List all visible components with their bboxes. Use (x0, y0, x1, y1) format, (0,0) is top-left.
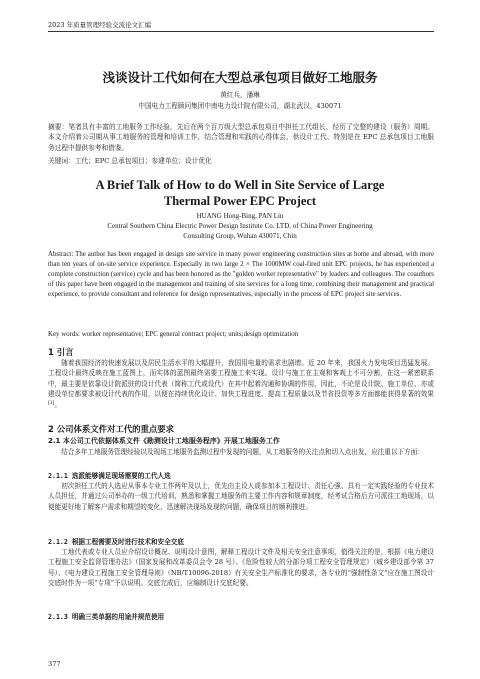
section-2-1-heading: 2.1 本公司工代依据体系文件《勘测设计工地服务程序》开展工地服务工作 (48, 437, 280, 445)
affiliation-english-line2: Consulting Group, Wuhan 430071, Chin (183, 232, 297, 240)
section-2-1-2-heading: 2.1.2 根据工程需要及时进行技术和安全交底 (48, 538, 184, 546)
affiliation-chinese: 中国电力工程顾问集团中南电力设计院有限公司，湖北武汉，430071 (138, 102, 342, 110)
keywords-english-text: worker representative; EPC general contract project; units;design optimization (81, 331, 299, 338)
keywords-english-label: Key words: (48, 331, 80, 338)
section-2-1-1-body: 初次担任工代的人选应从事本专业工作两年及以上，优先由主设人或参加本工程设计、责任心强、具有一定实践经验的专业技术人员担任，并通过公司举办的一级工代培训，熟悉和掌握工地服务的主要工作内容和规章制度，经考试合格后方可派往工地现场，以便能更好地了解客户需求和期望的变化，迅速解决现场发现的问题，确保项目的顺利推进。 (48, 482, 434, 511)
header-rule (48, 31, 434, 32)
section-1-tail: 。 (54, 401, 61, 410)
keywords-chinese-label: 关键词： (48, 157, 75, 165)
authors-chinese: 黄红兵，潘琳 (220, 91, 260, 99)
title-english (0, 177, 480, 209)
section-1-heading: 1 引言 (48, 347, 74, 357)
section-2-1-3-heading: 2.1.3 明确三类单据的用途并规范使用 (48, 613, 165, 621)
section-2-heading: 2 公司体系文件对工代的重点要求 (48, 424, 174, 434)
title-chinese: 浅谈设计工代如何在大型总承包项目做好工地服务 (102, 70, 378, 85)
keywords-chinese (48, 156, 434, 166)
section-2-1-1-heading: 2.1.1 选派能够满足现场需要的工代人选 (48, 472, 171, 480)
abstract-english (48, 250, 434, 300)
keywords-english (48, 330, 434, 340)
abstract-english-label: Abstract: (48, 251, 74, 258)
keywords-chinese-text: 工代；EPC 总承包项目；参建单位；设计优化 (74, 157, 212, 165)
abstract-english-text: The author has been engaged in design site service in many power engineering construction sites at home and abroad, with more than ten years of on-site service experience. Especially in two large 2 × The 1000MW coal-fired unit EPC projects, he has experienced a complete construction (service) cycle and has been honored as the "golden worker representative" by leaders and colleagues. The coauthors of this paper have been engaged in the management and training of site services for a long time, combining their management and practical experience, to provide consultant and reference for design representatives, especially in the process of EPC project site services. (48, 251, 434, 299)
section-2-1-body: 结合多年工地服务管理经验以及现场工地服务监测过程中发现的问题，从工地服务的关注点和切入点出发，应注重以下方面： (61, 448, 424, 456)
citation-ref: [1] (48, 401, 55, 407)
affiliation-english-line1: Central Southern China Electric Power Design Institute Co. LTD. of China Power Engineering (107, 222, 373, 230)
running-head: 2023 年质量管理经验交流论文汇编 (48, 21, 152, 29)
abstract-chinese (48, 122, 434, 153)
authors-english: HUANG Hong-Bing, PAN Lin (196, 212, 284, 220)
page-number: 377 (48, 660, 61, 668)
title-english-line1: A Brief Talk of How to do Well in Site Service of Large (95, 178, 385, 192)
abstract-chinese-text: 笔者具有丰富的工地服务工作经验，先后在两个百万级大型总承包项目中担任工代组长，经历了完整的建设（服务）周期。本文介绍着公司期从事工地服务的管理和培训工作，结合管理和实践的心得体会，供设计工代、特别是在 EPC 总承包项目工地服务过程中提供参考和借鉴。 (48, 123, 435, 152)
title-english-line2: Thermal Power EPC Project (164, 194, 316, 208)
section-1-body (48, 358, 434, 411)
abstract-chinese-label: 摘要： (48, 123, 69, 131)
section-2-1-2-body: 工地代表或专业人员应介绍设计概况、说明设计意图，解释工程设计文件及相关安全注意事项，值得关注的是，根据《电力建设工程施工安全监督管理办法》（国家发展和改革委员会令 28 号）、《危险性较大的分部分项工程安全管理规定》（城乡建设部令第 37 号）、《电力建设工程施工安全管理导则》（NB/T10096-2018）有关安全生产标准化的要求，各专业的“强制性条文”应在施工图设计交底时作为一项“专项”予以说明。交底完成后，应编制设计交底纪要。 (48, 548, 434, 587)
section-1-text: 随着我国经济的快速发展以及居民生活水平的大幅提升，我国用电量的需求也剧增。近 20 年来，我国火力发电项目迅猛发展。工程设计最终反映在施工蓝图上，而实体的蓝图最终需要工程施工来实现。设计与施工在主观和客观上不可分割，在这一紧密联系中，最主要是依靠设计院派驻的设计代表（简称工代或设代）在其中起着沟通和协调的作用，因此，不论是设计院、施工单位、亦或建设单位都要求被设计代表的作用，以便在持续优化设计、加快工程进度、提高工程质量以及节省投资等多方面都能获得显著的效果 (48, 359, 434, 398)
